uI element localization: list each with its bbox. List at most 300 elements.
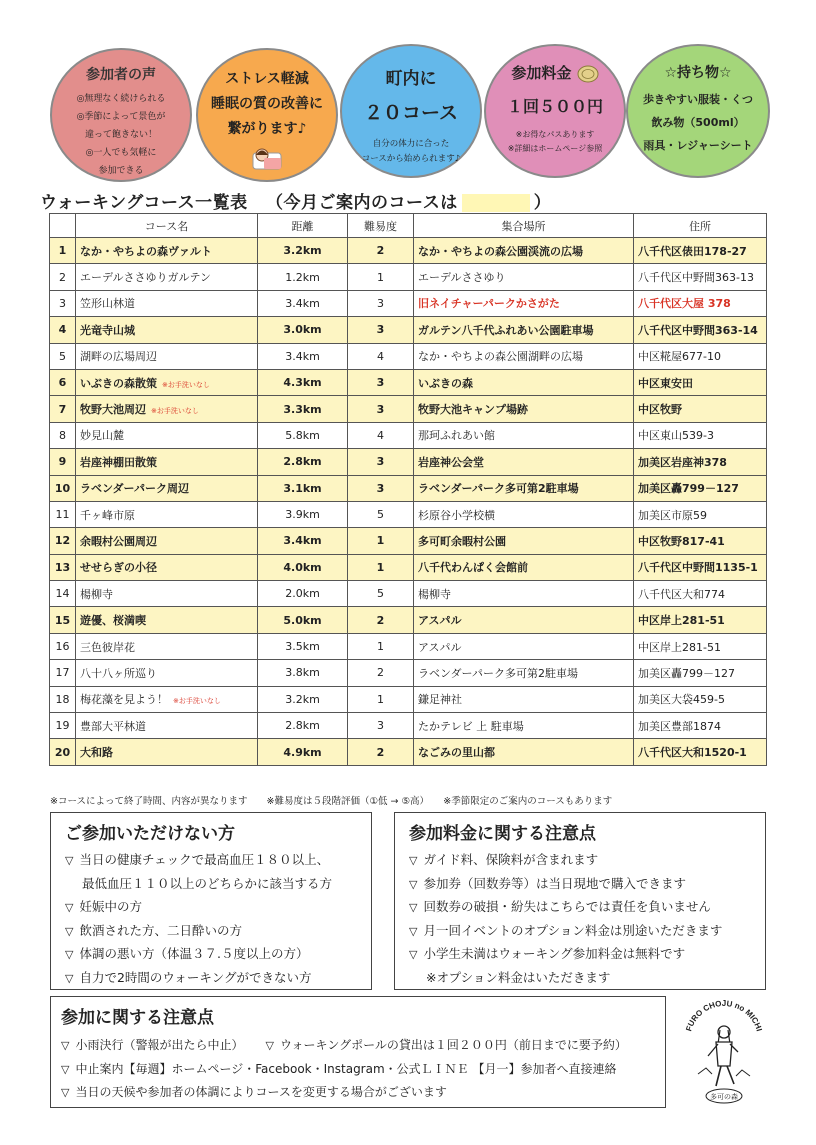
course-difficulty — [348, 422, 414, 448]
course-name-text: いぶきの森散策 — [80, 376, 157, 390]
header-difficulty: 難易度 — [348, 214, 414, 238]
table-row — [50, 501, 767, 527]
list-item — [409, 919, 751, 943]
meeting-place — [414, 739, 634, 765]
list-text: 飲酒された方、二日酔いの方 — [79, 922, 242, 938]
meeting-place-text: 旧ネイチャーパークかさがた — [418, 297, 560, 311]
meeting-place — [414, 581, 634, 607]
table-row — [50, 607, 767, 633]
course-difficulty-text: 3 — [376, 323, 385, 337]
course-distance-text: 5.0km — [283, 613, 322, 627]
course-distance — [258, 633, 348, 659]
course-difficulty-text: 1 — [377, 270, 384, 284]
fee-note: ※お得なパスあります — [515, 130, 595, 139]
items-line: 歩きやすい服装・くつ — [643, 93, 753, 106]
row-number-text: 13 — [54, 560, 71, 574]
table-row — [50, 238, 767, 264]
svg-text:FURO CHOJU no MICHI — [684, 999, 763, 1032]
course-difficulty — [348, 369, 414, 395]
course-sub: 自分の体力に合った — [372, 139, 450, 149]
course-address — [634, 475, 767, 501]
course-address — [634, 554, 767, 580]
course-distance-text: 4.0km — [283, 560, 322, 574]
course-difficulty — [348, 343, 414, 369]
row-number-text: 16 — [55, 640, 70, 654]
sleeping-person-icon — [250, 143, 284, 173]
voice-line: ◎一人でも気軽に — [85, 148, 157, 158]
row-number-text: 6 — [58, 376, 67, 390]
fee-note: ※詳細はホームページ参照 — [507, 144, 603, 153]
row-number-text: 4 — [58, 323, 67, 337]
voice-circle — [50, 48, 192, 182]
items-circle — [626, 44, 770, 178]
course-distance — [258, 607, 348, 633]
course-difficulty-text: 1 — [376, 534, 385, 548]
list-text: 当日の健康チェックで最高血圧１８０以上、 — [79, 852, 330, 867]
table-row — [50, 449, 767, 475]
list-text: 小雨決行（警報が出たら中止） — [75, 1038, 244, 1052]
meeting-place — [414, 528, 634, 554]
meeting-place — [414, 290, 634, 316]
course-address — [634, 501, 767, 527]
row-number-text: 2 — [59, 270, 66, 284]
list-item — [409, 895, 751, 919]
table-footnote: ※コースによって終了時間、内容が異なります ※難易度は５段階評価（①低 → ⑤高） ※季節限定のご案内のコースもあります — [50, 796, 613, 807]
course-difficulty-text: 3 — [376, 402, 385, 416]
meeting-place-text: なごみの里山都 — [418, 746, 495, 760]
list-item — [409, 848, 751, 872]
table-row — [50, 343, 767, 369]
list-item — [409, 942, 751, 966]
course-distance-text: 3.5km — [285, 640, 320, 654]
course-address — [634, 422, 767, 448]
row-number-text: 18 — [55, 692, 70, 706]
course-distance-text: 3.1km — [283, 481, 322, 495]
meeting-place-text: ラベンダーパーク多可第2駐車場 — [418, 482, 579, 496]
course-difficulty — [348, 475, 414, 501]
meeting-place-text: ラベンダーパーク多可第2駐車場 — [418, 666, 579, 680]
triangle-icon: ▽ — [65, 901, 74, 914]
course-name — [76, 713, 258, 739]
triangle-icon: ▽ — [65, 948, 74, 961]
course-name-text: 牧野大池周辺 — [80, 403, 146, 417]
stress-line: 睡眠の質の改善に — [211, 96, 323, 112]
row-number — [50, 633, 76, 659]
row-number — [50, 317, 76, 343]
course-line1: 町内に — [385, 69, 437, 89]
course-name — [76, 264, 258, 290]
logo-text: FURO CHOJU no MICHI — [684, 998, 764, 1033]
row-number-text: 1 — [58, 244, 67, 258]
meeting-place — [414, 449, 634, 475]
course-name-text: 湖畔の広場周辺 — [80, 350, 157, 364]
triangle-icon: ▽ — [65, 924, 74, 938]
course-distance — [258, 686, 348, 712]
course-difficulty — [348, 396, 414, 422]
list-item — [61, 1081, 655, 1105]
course-address-text: 加美区豊部1874 — [638, 719, 721, 733]
course-address-text: 八千代区中野間363-13 — [638, 271, 754, 285]
triangle-icon: ▽ — [61, 1086, 70, 1099]
fee-price: １回５００円 — [506, 97, 603, 116]
course-difficulty — [348, 581, 414, 607]
voice-title: 参加者の声 — [86, 67, 156, 83]
row-number-text: 5 — [59, 349, 66, 363]
meeting-place — [414, 369, 634, 395]
course-address-text: 中区岸上281-51 — [638, 614, 725, 628]
course-difficulty — [348, 290, 414, 316]
course-circle — [340, 44, 482, 178]
course-distance — [258, 343, 348, 369]
row-number-text: 7 — [58, 402, 67, 416]
course-address — [634, 528, 767, 554]
course-name — [76, 554, 258, 580]
course-distance — [258, 501, 348, 527]
course-sub: コースから始められます♪ — [361, 154, 461, 164]
row-number-text: 19 — [55, 719, 70, 733]
meeting-place — [414, 264, 634, 290]
course-name-text: 楊柳寺 — [80, 587, 113, 601]
course-difficulty — [348, 449, 414, 475]
course-address-text: 加美区大袋459-5 — [638, 693, 725, 707]
course-address-text: 八千代区大屋 378 — [638, 297, 731, 311]
row-number-text: 3 — [59, 296, 66, 310]
course-address-text: 中区牧野817-41 — [638, 534, 725, 548]
row-number — [50, 238, 76, 264]
meeting-place-text: 鎌足神社 — [418, 693, 462, 707]
row-number-text: 9 — [58, 455, 67, 469]
list-item — [65, 895, 357, 919]
header-meeting-place: 集合場所 — [414, 214, 634, 238]
course-address — [634, 739, 767, 765]
course-distance — [258, 660, 348, 686]
meeting-place — [414, 501, 634, 527]
course-name-text: 三色彼岸花 — [80, 640, 135, 654]
course-address — [634, 264, 767, 290]
triangle-icon: ▽ — [409, 948, 418, 961]
logo-badge: 多可の森 — [710, 1093, 738, 1101]
course-difficulty — [348, 264, 414, 290]
course-difficulty-text: 3 — [377, 296, 384, 310]
course-distance — [258, 739, 348, 765]
triangle-icon: ▽ — [61, 1039, 70, 1052]
row-number — [50, 396, 76, 422]
course-distance — [258, 713, 348, 739]
course-difficulty — [348, 633, 414, 659]
course-name-text: 岩座神棚田散策 — [80, 455, 157, 469]
course-line2: ２０コース — [363, 102, 459, 124]
list-text: 当日の天候や参加者の体調によりコースを変更する場合がございます — [75, 1085, 447, 1099]
row-number-text: 14 — [55, 587, 70, 601]
course-distance-text: 4.9km — [283, 745, 322, 759]
meeting-place — [414, 343, 634, 369]
list-item — [409, 966, 751, 990]
meeting-place — [414, 607, 634, 633]
fee-notes-title: 参加料金に関する注意点 — [409, 824, 596, 844]
list-text: ガイド料、保険料が含まれます — [423, 852, 599, 867]
row-number — [50, 528, 76, 554]
course-distance — [258, 528, 348, 554]
course-name — [76, 501, 258, 527]
list-item — [65, 966, 357, 990]
row-number — [50, 581, 76, 607]
course-address-text: 中区東山539-3 — [638, 429, 714, 443]
course-address — [634, 660, 767, 686]
course-distance — [258, 449, 348, 475]
course-name — [76, 739, 258, 765]
course-list-title: ウォーキングコース一覧表 — [40, 193, 248, 213]
meeting-place-text: ガルテン八千代ふれあい公園駐車場 — [418, 323, 594, 337]
course-table — [49, 213, 767, 766]
meeting-place — [414, 660, 634, 686]
meeting-place — [414, 686, 634, 712]
course-difficulty-text: 1 — [377, 640, 384, 654]
course-distance-text: 1.2km — [285, 270, 320, 284]
fee-title: 参加料金 — [511, 64, 572, 82]
course-distance — [258, 317, 348, 343]
course-name-text: 妙見山麓 — [80, 429, 124, 443]
course-name-text: 遊優、桜満喫 — [80, 614, 146, 628]
course-name — [76, 449, 258, 475]
triangle-icon: ▽ — [409, 877, 418, 891]
table-row — [50, 290, 767, 316]
course-address — [634, 449, 767, 475]
meeting-place-text: いぶきの森 — [418, 376, 473, 390]
course-address-text: 中区糀屋677-10 — [638, 350, 721, 364]
course-name-text: 八十八ヶ所巡り — [80, 666, 157, 680]
table-row — [50, 475, 767, 501]
course-difficulty-text: 4 — [377, 349, 384, 363]
furo-choju-logo — [680, 994, 768, 1108]
list-item — [65, 872, 357, 896]
stress-line: 繋がります♪ — [227, 121, 307, 137]
course-address-text: 中区牧野 — [638, 403, 682, 417]
course-address-text: 八千代区中野間1135-1 — [638, 561, 758, 575]
meeting-place — [414, 475, 634, 501]
table-row — [50, 422, 767, 448]
row-number-text: 10 — [54, 481, 71, 495]
row-number — [50, 554, 76, 580]
course-distance-text: 4.3km — [283, 376, 322, 390]
course-address — [634, 238, 767, 264]
course-distance-text: 3.8km — [285, 666, 320, 680]
course-name — [76, 369, 258, 395]
row-number — [50, 660, 76, 686]
course-address — [634, 633, 767, 659]
course-name-text: エーデルささゆりガルテン — [80, 271, 211, 285]
fee-notes-box — [394, 812, 766, 990]
course-distance-text: 3.2km — [283, 244, 322, 258]
row-number — [50, 475, 76, 501]
list-text: 中止案内【毎週】ホームページ・Facebook・Instagram・公式ＬＩＮＥ 【月一】参加者へ直接連絡 — [75, 1061, 617, 1076]
course-name — [76, 396, 258, 422]
course-address — [634, 396, 767, 422]
course-name — [76, 660, 258, 686]
triangle-icon: ▽ — [409, 924, 418, 938]
course-name-text: 千ヶ峰市原 — [80, 508, 135, 522]
course-difficulty — [348, 607, 414, 633]
header-distance: 距離 — [258, 214, 348, 238]
course-difficulty-text: 2 — [376, 745, 385, 759]
course-name-text: 光竜寺山城 — [80, 323, 135, 337]
course-name — [76, 528, 258, 554]
table-row — [50, 581, 767, 607]
course-rows — [50, 238, 767, 766]
course-name-text: 豊部大平林道 — [80, 719, 146, 733]
ineligible-title: ご参加いただけない方 — [65, 824, 235, 844]
table-row — [50, 554, 767, 580]
row-number-text: 15 — [54, 613, 71, 627]
stress-circle — [196, 48, 338, 182]
table-row — [50, 317, 767, 343]
course-difficulty-text: 5 — [377, 587, 384, 601]
row-number — [50, 713, 76, 739]
course-distance — [258, 581, 348, 607]
course-distance-text: 2.0km — [285, 587, 320, 601]
course-list-subtitle: （今月ご案内のコースは — [266, 193, 458, 213]
meeting-place-text: なか・やちよの森公園渓流の広場 — [418, 244, 583, 258]
list-item — [61, 1034, 655, 1058]
table-row — [50, 713, 767, 739]
course-address-text: 八千代区俵田178-27 — [638, 244, 747, 258]
course-difficulty — [348, 554, 414, 580]
meeting-place — [414, 238, 634, 264]
course-distance-text: 3.9km — [285, 508, 320, 522]
course-difficulty-text: 3 — [377, 719, 384, 733]
course-distance-text: 3.2km — [285, 692, 320, 706]
voice-line: ◎季節によって景色が — [76, 112, 166, 122]
course-difficulty-text: 2 — [377, 666, 384, 680]
course-address-text: 加美区岩座神378 — [638, 455, 727, 469]
meeting-place — [414, 396, 634, 422]
course-name-text: せせらぎの小径 — [80, 561, 157, 575]
course-address-text: 加美区市原59 — [638, 508, 707, 522]
meeting-place — [414, 422, 634, 448]
header-course-name: コース名 — [76, 214, 258, 238]
course-distance — [258, 475, 348, 501]
course-difficulty — [348, 686, 414, 712]
meeting-place-text: 八千代わんぱく会館前 — [418, 561, 528, 575]
meeting-place-text: なか・やちよの森公園湖畔の広場 — [418, 350, 583, 364]
course-name-text: ラベンダーパーク周辺 — [80, 482, 190, 496]
row-number — [50, 290, 76, 316]
course-name-text: なか・やちよの森ヴァルト — [80, 244, 212, 258]
items-line: 飲み物（500ml） — [651, 116, 745, 129]
course-distance — [258, 369, 348, 395]
meeting-place-text: アスパル — [418, 640, 462, 654]
header-no — [50, 214, 76, 238]
list-text: 参加券（回数券等）は当日現地で購入できます — [423, 875, 686, 891]
triangle-icon: ▽ — [265, 1039, 274, 1052]
list-text: 妊娠中の方 — [79, 899, 142, 914]
course-distance — [258, 290, 348, 316]
course-address — [634, 317, 767, 343]
course-address-text: 中区岸上281-51 — [638, 640, 721, 654]
items-title: ☆持ち物☆ — [664, 65, 732, 81]
list-text: 回数券の破損・紛失はこちらでは責任を負いません — [423, 899, 711, 914]
course-distance-text: 2.8km — [283, 455, 322, 469]
row-number-text: 12 — [54, 534, 71, 548]
course-name — [76, 475, 258, 501]
course-address-text: 加美区轟799－127 — [638, 666, 735, 680]
table-row — [50, 528, 767, 554]
table-row — [50, 264, 767, 290]
list-text: ウォーキングポールの貸出は１回２００円（前日までに要予約） — [279, 1038, 627, 1052]
course-name-text: 笠形山林道 — [80, 297, 135, 311]
course-difficulty — [348, 739, 414, 765]
triangle-icon: ▽ — [409, 901, 418, 914]
course-distance — [258, 396, 348, 422]
meeting-place — [414, 554, 634, 580]
row-number — [50, 343, 76, 369]
row-number — [50, 449, 76, 475]
list-text: ※オプション料金はいただきます — [426, 969, 611, 985]
course-address — [634, 713, 767, 739]
meeting-place-text: 杉原谷小学校横 — [418, 508, 495, 522]
row-number — [50, 686, 76, 712]
course-name — [76, 633, 258, 659]
meeting-place — [414, 633, 634, 659]
course-name-text: 余暇村公園周辺 — [80, 534, 157, 548]
course-name — [76, 422, 258, 448]
list-item — [61, 1058, 655, 1082]
meeting-place-text: 楊柳寺 — [418, 587, 451, 601]
meeting-place-text: 岩座神公会堂 — [418, 455, 484, 469]
course-difficulty-text: 5 — [377, 508, 384, 522]
list-item — [65, 919, 357, 943]
course-distance — [258, 554, 348, 580]
row-number — [50, 264, 76, 290]
course-name — [76, 317, 258, 343]
participation-notes-title: 参加に関する注意点 — [61, 1008, 214, 1028]
row-number — [50, 422, 76, 448]
voice-line: ◎無理なく続けられる — [76, 94, 166, 104]
stress-line: ストレス軽減 — [225, 71, 309, 87]
course-list-heading — [40, 188, 551, 213]
course-address — [634, 290, 767, 316]
row-number — [50, 369, 76, 395]
row-number-text: 20 — [54, 745, 71, 759]
course-address-text: 八千代区大和774 — [638, 587, 725, 601]
course-distance-text: 5.8km — [285, 428, 320, 442]
course-difficulty-text: 2 — [376, 244, 385, 258]
course-distance-text: 3.4km — [285, 296, 320, 310]
meeting-place-text: 多可町余暇村公園 — [418, 534, 506, 548]
course-distance — [258, 264, 348, 290]
row-number-text: 17 — [55, 666, 70, 680]
course-name-text: 大和路 — [80, 746, 113, 760]
triangle-icon: ▽ — [409, 854, 418, 867]
course-distance-text: 3.0km — [283, 323, 322, 337]
course-difficulty-text: 2 — [376, 613, 385, 627]
course-name — [76, 343, 258, 369]
list-text: 小学生未満はウォーキング参加料金は無料です — [423, 946, 686, 961]
course-difficulty-text: 1 — [377, 692, 384, 706]
course-distance — [258, 422, 348, 448]
meeting-place — [414, 317, 634, 343]
meeting-place-text: 那珂ふれあい館 — [418, 429, 495, 443]
course-distance-text: 2.8km — [285, 719, 320, 733]
course-address — [634, 686, 767, 712]
course-name — [76, 290, 258, 316]
no-restroom-note: ※お手洗いなし — [162, 380, 210, 389]
table-row — [50, 686, 767, 712]
list-item — [65, 942, 357, 966]
meeting-place-text: アスパル — [418, 614, 462, 628]
course-address — [634, 581, 767, 607]
course-name-text: 梅花藻を見よう！ — [80, 693, 168, 707]
table-row — [50, 396, 767, 422]
